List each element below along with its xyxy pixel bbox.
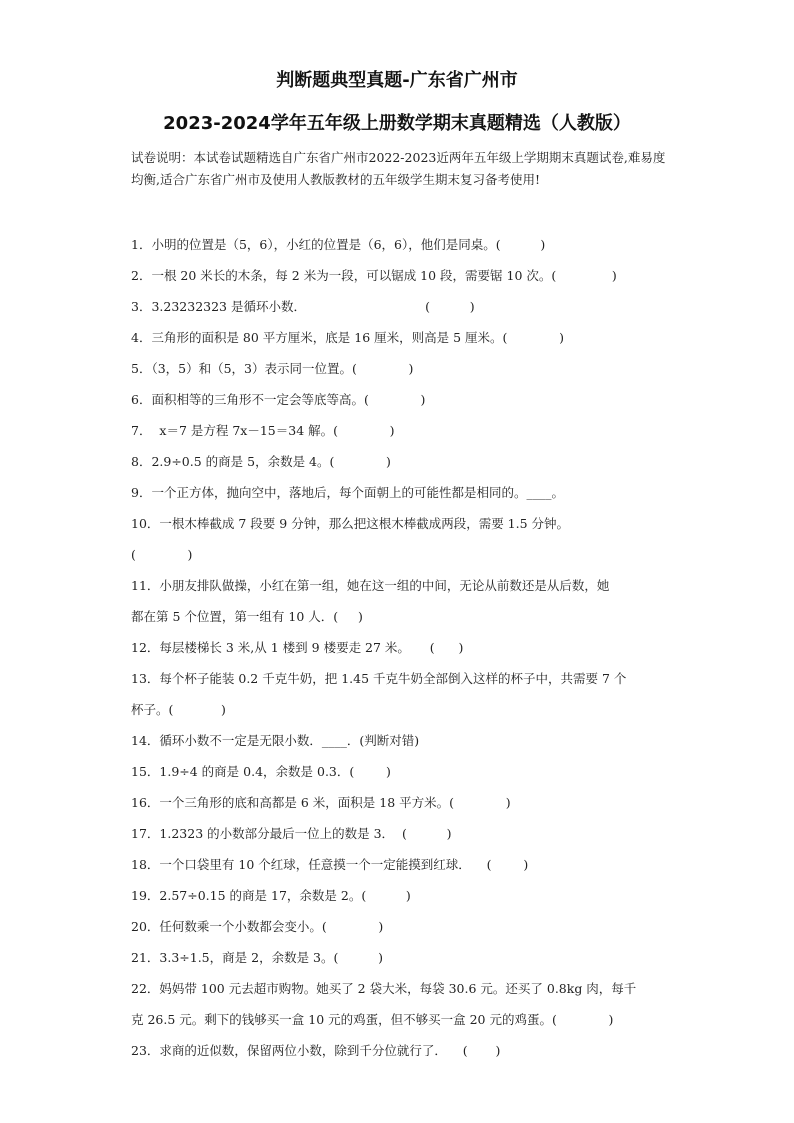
question-text: 18．一个口袋里有 10 个红球，任意摸一个一定能摸到红球． ( ) [131, 857, 529, 872]
question-text: 14．循环小数不一定是无限小数．____．(判断对错) [131, 733, 420, 748]
question-text: 杯子。( ) [131, 702, 226, 717]
question-item [131, 291, 671, 322]
page-subtitle: 2023-2024学年五年级上册数学期末真题精选（人教版） [163, 113, 631, 134]
question-item [131, 353, 671, 384]
question-text: 12．每层楼梯长 3 米,从 1 楼到 9 楼要走 27 米。 ( ) [131, 640, 464, 655]
question-text: 17．1.2323 的小数部分最后一位上的数是 3． ( ) [131, 826, 452, 841]
question-item [131, 880, 671, 911]
question-text: 16．一个三角形的底和高都是 6 米，面积是 18 平方米。( ) [131, 795, 511, 810]
question-text: 5．（3，5）和（5，3）表示同一位置。( ) [131, 361, 414, 376]
question-text: 19．2.57÷0.15 的商是 17，余数是 2。( ) [131, 888, 411, 903]
question-item [131, 942, 671, 973]
exam-intro: 试卷说明：本试卷试题精选自广东省广州市2022-2023近两年五年级上学期期末真题试卷,难易度均衡,适合广东省广州市及使用人教版教材的五年级学生期末复习备考使用! [131, 150, 666, 187]
question-text: 10．一根木棒截成 7 段要 9 分钟，那么把这根木棒截成两段，需要 1.5 分钟。 [131, 516, 570, 531]
question-text: 4．三角形的面积是 80 平方厘米，底是 16 厘米，则高是 5 厘米。( ) [131, 330, 564, 345]
question-item [131, 384, 671, 415]
question-text: 9．一个正方体，抛向空中，落地后，每个面朝上的可能性都是相同的。____。 [131, 485, 564, 500]
question-text: 22．妈妈带 100 元去超市购物。她买了 2 袋大米，每袋 30.6 元。还买了 0.8kg 肉，每千 [131, 981, 637, 996]
question-item [131, 725, 671, 756]
question-text: 6．面积相等的三角形不一定会等底等高。( ) [131, 392, 426, 407]
question-text: 23．求商的近似数，保留两位小数，除到千分位就行了． ( ) [131, 1043, 501, 1058]
question-list [131, 229, 671, 1066]
question-item [131, 849, 671, 880]
question-text: 8．2.9÷0.5 的商是 5，余数是 4。( ) [131, 454, 391, 469]
question-item [131, 508, 671, 570]
question-item [131, 973, 671, 1035]
question-text: 都在第 5 个位置，第一组有 10 人．( ) [131, 609, 363, 624]
question-item [131, 446, 671, 477]
question-item [131, 818, 671, 849]
question-text: 7． x＝7 是方程 7x－15＝34 解。( ) [131, 423, 395, 438]
question-item [131, 756, 671, 787]
question-item [131, 663, 671, 725]
question-text: 克 26.5 元。剩下的钱够买一盒 10 元的鸡蛋，但不够买一盒 20 元的鸡蛋。( ) [131, 1012, 614, 1027]
question-item [131, 415, 671, 446]
question-text: ( ) [131, 547, 193, 562]
question-item [131, 632, 671, 663]
question-item [131, 260, 671, 291]
question-item [131, 1035, 671, 1066]
question-text: 11．小朋友排队做操，小红在第一组，她在这一组的中间，无论从前数还是从后数，她 [131, 578, 610, 593]
question-item [131, 570, 671, 632]
question-item [131, 787, 671, 818]
question-item [131, 322, 671, 353]
question-text: 3．3.23232323 是循环小数． ( ) [131, 299, 475, 314]
page-title: 判断题典型真题-广东省广州市 [276, 70, 518, 91]
question-item [131, 477, 671, 508]
question-text: 21．3.3÷1.5，商是 2，余数是 3。( ) [131, 950, 383, 965]
question-text: 2．一根 20 米长的木条，每 2 米为一段，可以锯成 10 段，需要锯 10 次。( ) [131, 268, 617, 283]
question-item [131, 229, 671, 260]
question-text: 13．每个杯子能装 0.2 千克牛奶，把 1.45 千克牛奶全部倒入这样的杯子中，共需要 7 个 [131, 671, 627, 686]
question-text: 15．1.9÷4 的商是 0.4，余数是 0.3．( ) [131, 764, 391, 779]
question-text: 1．小明的位置是（5，6），小红的位置是（6，6），他们是同桌。( ) [131, 237, 546, 252]
question-text: 20．任何数乘一个小数都会变小。( ) [131, 919, 384, 934]
question-item [131, 911, 671, 942]
